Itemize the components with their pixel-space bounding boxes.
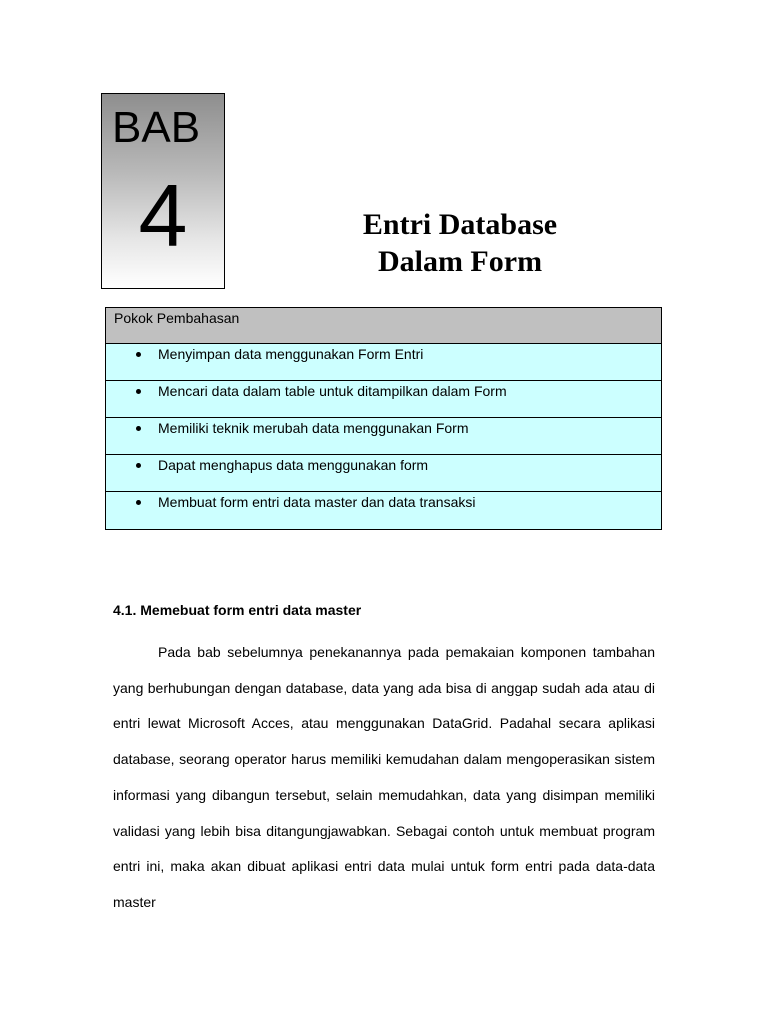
bullet-icon	[136, 500, 141, 505]
chapter-number-box	[101, 93, 225, 289]
chapter-number: 4	[138, 166, 188, 265]
body-paragraph: Pada bab sebelumnya penekanannya pada pemakaian komponen tambahan yang berhubungan dengan database, data yang ada bisa di anggap sudah ada atau di entri lewat Microsoft Acces, atau menggunakan DataGrid. Padahal secara aplikasi database, seorang operator harus memiliki kemudahan dalam mengoperasikan sistem informasi yang dibangun tersebut, selain memudahkan, data yang disimpan memiliki validasi yang lebih bisa ditangungjawabkan. Sebagai contoh untuk membuat program entri ini, maka akan dibuat aplikasi entri data mulai untuk form entri pada data-data master	[113, 644, 655, 910]
bullet-icon	[136, 389, 141, 394]
topic-text: Membuat form entri data master dan data transaksi	[158, 494, 476, 510]
topics-header: Pokok Pembahasan	[106, 308, 661, 344]
chapter-title	[300, 206, 620, 280]
chapter-label: BAB	[112, 103, 201, 152]
bullet-icon	[136, 463, 141, 468]
bullet-icon	[136, 426, 141, 431]
topics-table	[105, 307, 662, 530]
bullet-icon	[136, 352, 141, 357]
topic-row	[106, 455, 661, 492]
chapter-title-line-2: Dalam Form	[377, 245, 543, 278]
topic-text: Dapat menghapus data menggunakan form	[158, 457, 429, 473]
section-heading: 4.1. Memebuat form entri data master	[113, 602, 362, 618]
topic-row	[106, 418, 661, 455]
chapter-title-line-1: Entri Database	[362, 208, 558, 241]
topic-row	[106, 381, 661, 418]
topic-text: Memiliki teknik merubah data menggunakan Form	[158, 420, 469, 436]
topic-text: Menyimpan data menggunakan Form Entri	[158, 346, 424, 362]
topic-row	[106, 492, 661, 529]
topic-row	[106, 344, 661, 381]
topic-text: Mencari data dalam table untuk ditampilkan dalam Form	[158, 383, 507, 399]
